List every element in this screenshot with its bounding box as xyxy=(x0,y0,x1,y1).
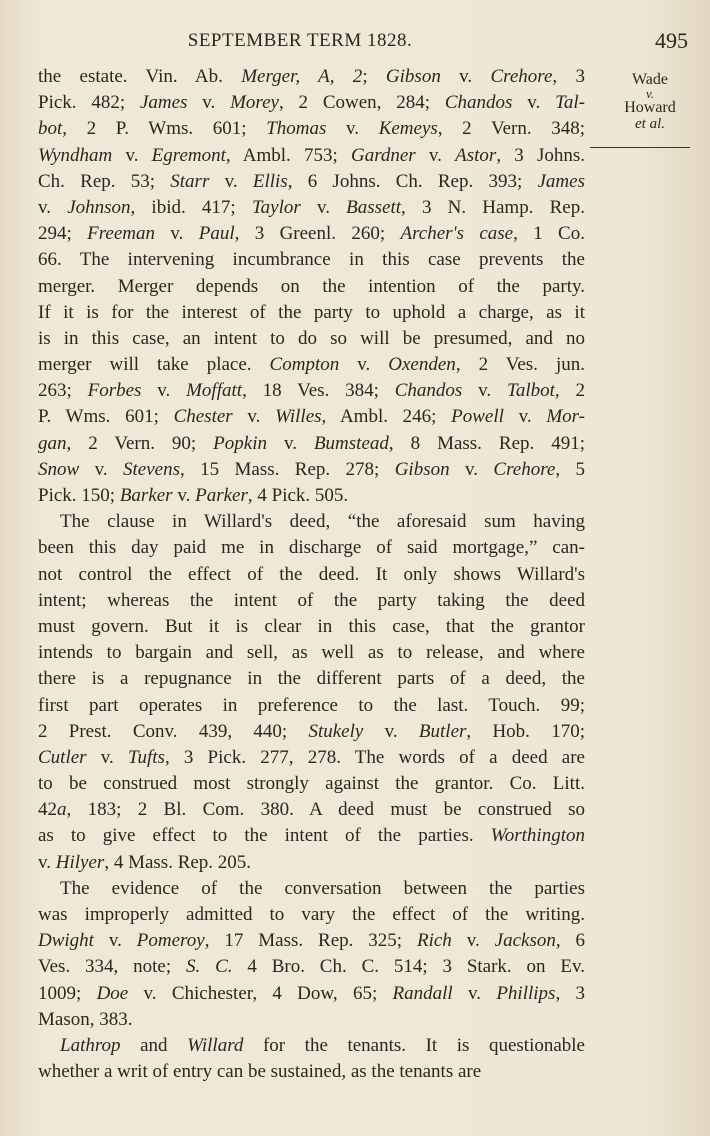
text-segment: , 2 Vern. 90; xyxy=(66,432,214,454)
text-segment: , 3 xyxy=(552,66,585,87)
text-segment: , 2 Cowen, 284; xyxy=(278,92,445,114)
text-line xyxy=(38,981,585,1007)
text-segment: 263; xyxy=(38,380,88,402)
text-line xyxy=(38,928,585,954)
text-line xyxy=(38,378,585,404)
text-segment: Pick. 482; xyxy=(38,92,140,114)
paragraph xyxy=(38,1033,585,1085)
text-line xyxy=(38,326,585,352)
case-name-italic: Archer's case xyxy=(400,223,514,245)
case-name-italic: S. C. xyxy=(185,956,233,978)
case-name-italic: Dwight xyxy=(38,930,94,952)
text-segment: , Ambl. 246; xyxy=(321,406,452,428)
text-segment: not control the effect of the deed. It only shows Willard's xyxy=(38,563,585,585)
case-name-italic: Chandos xyxy=(444,92,513,114)
text-segment: , 2 P. Wms. 601; xyxy=(62,118,267,140)
text-line xyxy=(38,640,585,666)
case-name-italic: Moffatt xyxy=(186,380,243,402)
paragraph xyxy=(38,509,585,876)
text-line xyxy=(38,483,585,509)
case-name-italic: Talbot xyxy=(507,380,555,402)
text-segment: The evidence of the conversation between the parties xyxy=(60,877,585,899)
case-name-italic: Johnson xyxy=(67,196,131,218)
text-line xyxy=(38,797,585,823)
text-line xyxy=(38,221,585,247)
case-name-italic: Popkin xyxy=(213,432,267,454)
case-name-italic: Doe xyxy=(96,982,129,1004)
text-segment: 1009; xyxy=(38,982,97,1004)
case-name-italic: Pomeroy xyxy=(136,930,205,952)
case-name-italic: Cutler xyxy=(38,746,87,768)
case-name-italic: Oxenden xyxy=(388,354,456,376)
text-line xyxy=(38,693,585,719)
text-segment: , 3 N. Hamp. Rep. xyxy=(401,196,585,218)
text-line xyxy=(38,902,585,928)
text-segment: v. Chichester, 4 Dow, 65; xyxy=(128,982,393,1004)
case-name-italic: Forbes xyxy=(87,380,142,402)
text-segment: , 4 Mass. Rep. 205. xyxy=(104,851,252,873)
text-line xyxy=(38,876,585,902)
text-line xyxy=(38,116,585,142)
case-name-italic: Crehore xyxy=(490,66,553,87)
case-name-italic: Freeman xyxy=(87,223,156,245)
text-segment: , 5 xyxy=(555,458,585,480)
paragraph xyxy=(38,876,585,1033)
case-name-italic: Lathrop xyxy=(60,1034,121,1056)
text-line xyxy=(38,195,585,221)
case-name-italic: Gardner xyxy=(350,144,416,166)
text-segment: whether a writ of entry can be sustained, as the tenants are xyxy=(38,1061,482,1083)
case-name-italic: Thomas xyxy=(266,118,327,140)
paragraph xyxy=(38,64,585,509)
text-segment: Mason, 383. xyxy=(38,1008,133,1030)
text-segment: P. Wms. 601; xyxy=(38,406,174,428)
text-segment: v. xyxy=(449,458,494,480)
text-segment: Ves. 334, note; xyxy=(38,956,186,978)
text-segment: was improperly admitted to vary the effect of the writing. xyxy=(38,904,585,925)
text-segment: Ch. Rep. 53; xyxy=(38,170,171,192)
case-name-italic: Phillips xyxy=(496,982,556,1004)
text-segment: v. xyxy=(339,354,389,376)
case-name-italic: Jackson xyxy=(494,930,556,952)
text-segment: v. xyxy=(112,144,152,166)
text-line xyxy=(38,535,585,561)
text-segment: merger will take place. xyxy=(38,354,270,376)
margin-divider xyxy=(590,147,690,148)
text-segment: v. xyxy=(93,930,137,952)
case-name-italic: James xyxy=(537,170,585,192)
text-line xyxy=(38,352,585,378)
text-segment: intends to bargain and sell, as well as to release, and where xyxy=(38,642,585,664)
case-name-italic: Ellis xyxy=(252,170,288,192)
text-segment: ; xyxy=(362,66,386,87)
text-segment: , 3 xyxy=(555,982,586,1004)
case-name-italic: James xyxy=(139,92,188,114)
text-segment: and xyxy=(120,1034,188,1056)
text-line xyxy=(38,771,585,797)
text-segment: v. xyxy=(440,66,491,87)
text-segment: , 3 Pick. 277, 278. The words of a deed are xyxy=(164,746,585,768)
text-segment: , 2 Vern. 348; xyxy=(437,118,585,140)
text-line xyxy=(38,1007,585,1033)
text-line xyxy=(38,300,585,326)
text-line xyxy=(38,143,585,169)
margin-plaintiff: Wade xyxy=(631,71,669,88)
text-line xyxy=(38,431,585,457)
case-name-italic: Wyndham xyxy=(38,144,113,166)
text-line xyxy=(38,614,585,640)
text-segment: merger. Merger depends on the intention of the party. xyxy=(38,275,585,297)
text-segment: the estate. Vin. Ab. xyxy=(38,66,242,87)
text-segment: , ibid. 417; xyxy=(130,196,252,218)
text-line xyxy=(38,719,585,745)
case-name-italic: Paul xyxy=(198,223,235,245)
case-name-italic: Butler xyxy=(418,720,467,742)
case-name-italic: Snow xyxy=(38,458,80,480)
text-segment: v. xyxy=(141,380,187,402)
page-number: 495 xyxy=(655,28,688,53)
text-segment: If it is for the interest of the party to uphold a charge, as it xyxy=(38,301,585,323)
case-name-italic: Mor- xyxy=(546,406,585,428)
text-line xyxy=(38,404,585,430)
case-name-italic: Gibson xyxy=(385,66,441,87)
case-name-italic: Merger, A, 2 xyxy=(241,66,363,87)
text-segment: , 8 Mass. Rep. 491; xyxy=(388,432,585,454)
case-name-italic: Starr xyxy=(170,170,210,192)
text-segment: v. xyxy=(267,432,314,454)
text-segment: 294; xyxy=(38,223,88,245)
text-segment: v. xyxy=(452,982,497,1004)
text-segment: , 18 Ves. 384; xyxy=(242,380,395,402)
text-segment: , 2 xyxy=(554,380,585,402)
case-name-italic: Worthington xyxy=(490,825,585,847)
text-segment: intent; whereas the intent of the party taking the deed xyxy=(38,589,585,611)
text-segment: v. xyxy=(232,406,276,428)
text-line xyxy=(38,247,585,273)
case-name-italic: Stevens xyxy=(123,458,180,480)
case-name-italic: Willard xyxy=(187,1034,244,1056)
text-segment: v. xyxy=(187,92,231,114)
text-segment: v. xyxy=(462,380,507,402)
text-segment: v. xyxy=(38,851,56,873)
text-segment: 66. The intervening incumbrance in this case prevents the xyxy=(38,249,585,271)
text-segment: v. xyxy=(172,485,196,506)
case-name-italic: Randall xyxy=(392,982,453,1004)
margin-versus: v. xyxy=(645,86,655,101)
text-segment: v. xyxy=(86,746,128,768)
case-name-italic: Powell xyxy=(451,406,504,428)
text-line xyxy=(38,457,585,483)
text-segment: v. xyxy=(209,170,253,192)
text-segment: must govern. But it is clear in this case, that the grantor xyxy=(38,615,585,637)
text-segment: v. xyxy=(363,720,419,742)
text-line xyxy=(38,64,585,90)
case-name-italic: Taylor xyxy=(251,196,301,218)
case-name-italic: Bassett xyxy=(346,196,402,218)
case-name-italic: gan xyxy=(38,432,67,454)
case-name-italic: bot xyxy=(38,118,63,140)
text-segment: , 183; 2 Bl. Com. 380. A deed must be construed so xyxy=(66,799,585,821)
margin-case-name xyxy=(597,72,703,132)
text-line xyxy=(38,562,585,588)
text-segment: , Ambl. 753; xyxy=(225,144,351,166)
text-line xyxy=(38,850,585,876)
case-name-italic: Morey xyxy=(230,92,279,114)
case-name-italic: Bumstead xyxy=(313,432,389,454)
case-name-italic: Compton xyxy=(269,354,340,376)
case-name-italic: Astor xyxy=(455,144,497,166)
text-segment: , Hob. 170; xyxy=(466,720,585,742)
text-line xyxy=(38,509,585,535)
text-segment: , 3 Greenl. 260; xyxy=(234,223,401,245)
text-line xyxy=(38,169,585,195)
text-segment: for the tenants. It is questionable xyxy=(243,1034,585,1056)
text-segment: , 4 Pick. 505. xyxy=(247,485,349,506)
case-name-italic: Gibson xyxy=(394,458,450,480)
text-segment: v. xyxy=(415,144,456,166)
text-segment: , 17 Mass. Rep. 325; xyxy=(204,930,417,952)
text-segment: v. xyxy=(451,930,495,952)
text-line xyxy=(38,90,585,116)
text-segment: 2 Prest. Conv. 439, 440; xyxy=(38,720,309,742)
text-segment: first part operates in preference to the last. Touch. 99; xyxy=(38,694,585,716)
margin-defendant: Howard xyxy=(624,99,676,116)
case-name-italic: Crehore xyxy=(493,458,556,480)
text-segment: , 2 Ves. jun. xyxy=(455,354,585,376)
case-name-italic: Tal- xyxy=(555,92,585,114)
case-name-italic: Chester xyxy=(173,406,233,428)
text-segment: 4 Bro. Ch. C. 514; 3 Stark. on Ev. xyxy=(232,956,585,978)
text-segment: v. xyxy=(79,458,123,480)
margin-et-al: et al. xyxy=(635,116,665,132)
text-line xyxy=(38,954,585,980)
text-line xyxy=(38,1033,585,1059)
text-segment: , 6 xyxy=(555,930,585,952)
text-segment: v. xyxy=(326,118,379,140)
text-line xyxy=(38,1059,585,1085)
text-segment: there is a repugnance in the different parts of a deed, the xyxy=(38,668,585,690)
text-segment: , 3 Johns. xyxy=(496,144,585,166)
case-name-italic: Willes xyxy=(275,406,322,428)
case-name-italic: Barker xyxy=(119,485,173,506)
text-segment: Pick. 150; xyxy=(38,485,120,506)
text-segment: , 15 Mass. Rep. 278; xyxy=(179,458,395,480)
text-segment: v. xyxy=(155,223,199,245)
text-segment: 42 xyxy=(38,799,57,821)
text-line xyxy=(38,666,585,692)
text-segment: to be construed most strongly against the grantor. Co. Litt. xyxy=(38,773,585,795)
case-name-italic: Egremont xyxy=(151,144,226,166)
text-line xyxy=(38,823,585,849)
running-header: SEPTEMBER TERM 1828. xyxy=(187,30,413,51)
text-segment: as to give effect to the intent of the parties. xyxy=(38,825,491,847)
text-segment: is in this case, an intent to do so will be presumed, and no xyxy=(38,327,585,349)
case-name-italic: Parker xyxy=(195,485,248,506)
text-segment: v. xyxy=(300,196,347,218)
text-segment: been this day paid me in discharge of said mortgage,” can- xyxy=(38,537,585,559)
text-segment: v. xyxy=(512,92,556,114)
case-name-italic: Rich xyxy=(416,930,452,952)
text-segment: v. xyxy=(503,406,547,428)
case-name-italic: Stukely xyxy=(308,720,364,742)
case-name-italic: a xyxy=(57,799,67,821)
text-segment: v. xyxy=(38,196,68,218)
case-name-italic: Hilyer xyxy=(55,851,105,873)
text-segment: The clause in Willard's deed, “the aforesaid sum having xyxy=(60,511,585,533)
text-line xyxy=(38,274,585,300)
case-name-italic: Chandos xyxy=(394,380,463,402)
body-text xyxy=(38,64,585,1085)
text-segment: , 6 Johns. Ch. Rep. 393; xyxy=(287,170,538,192)
case-name-italic: Tufts xyxy=(127,746,165,768)
text-segment: , 1 Co. xyxy=(513,223,585,245)
text-line xyxy=(38,588,585,614)
case-name-italic: Kemeys xyxy=(378,118,438,140)
text-line xyxy=(38,745,585,771)
